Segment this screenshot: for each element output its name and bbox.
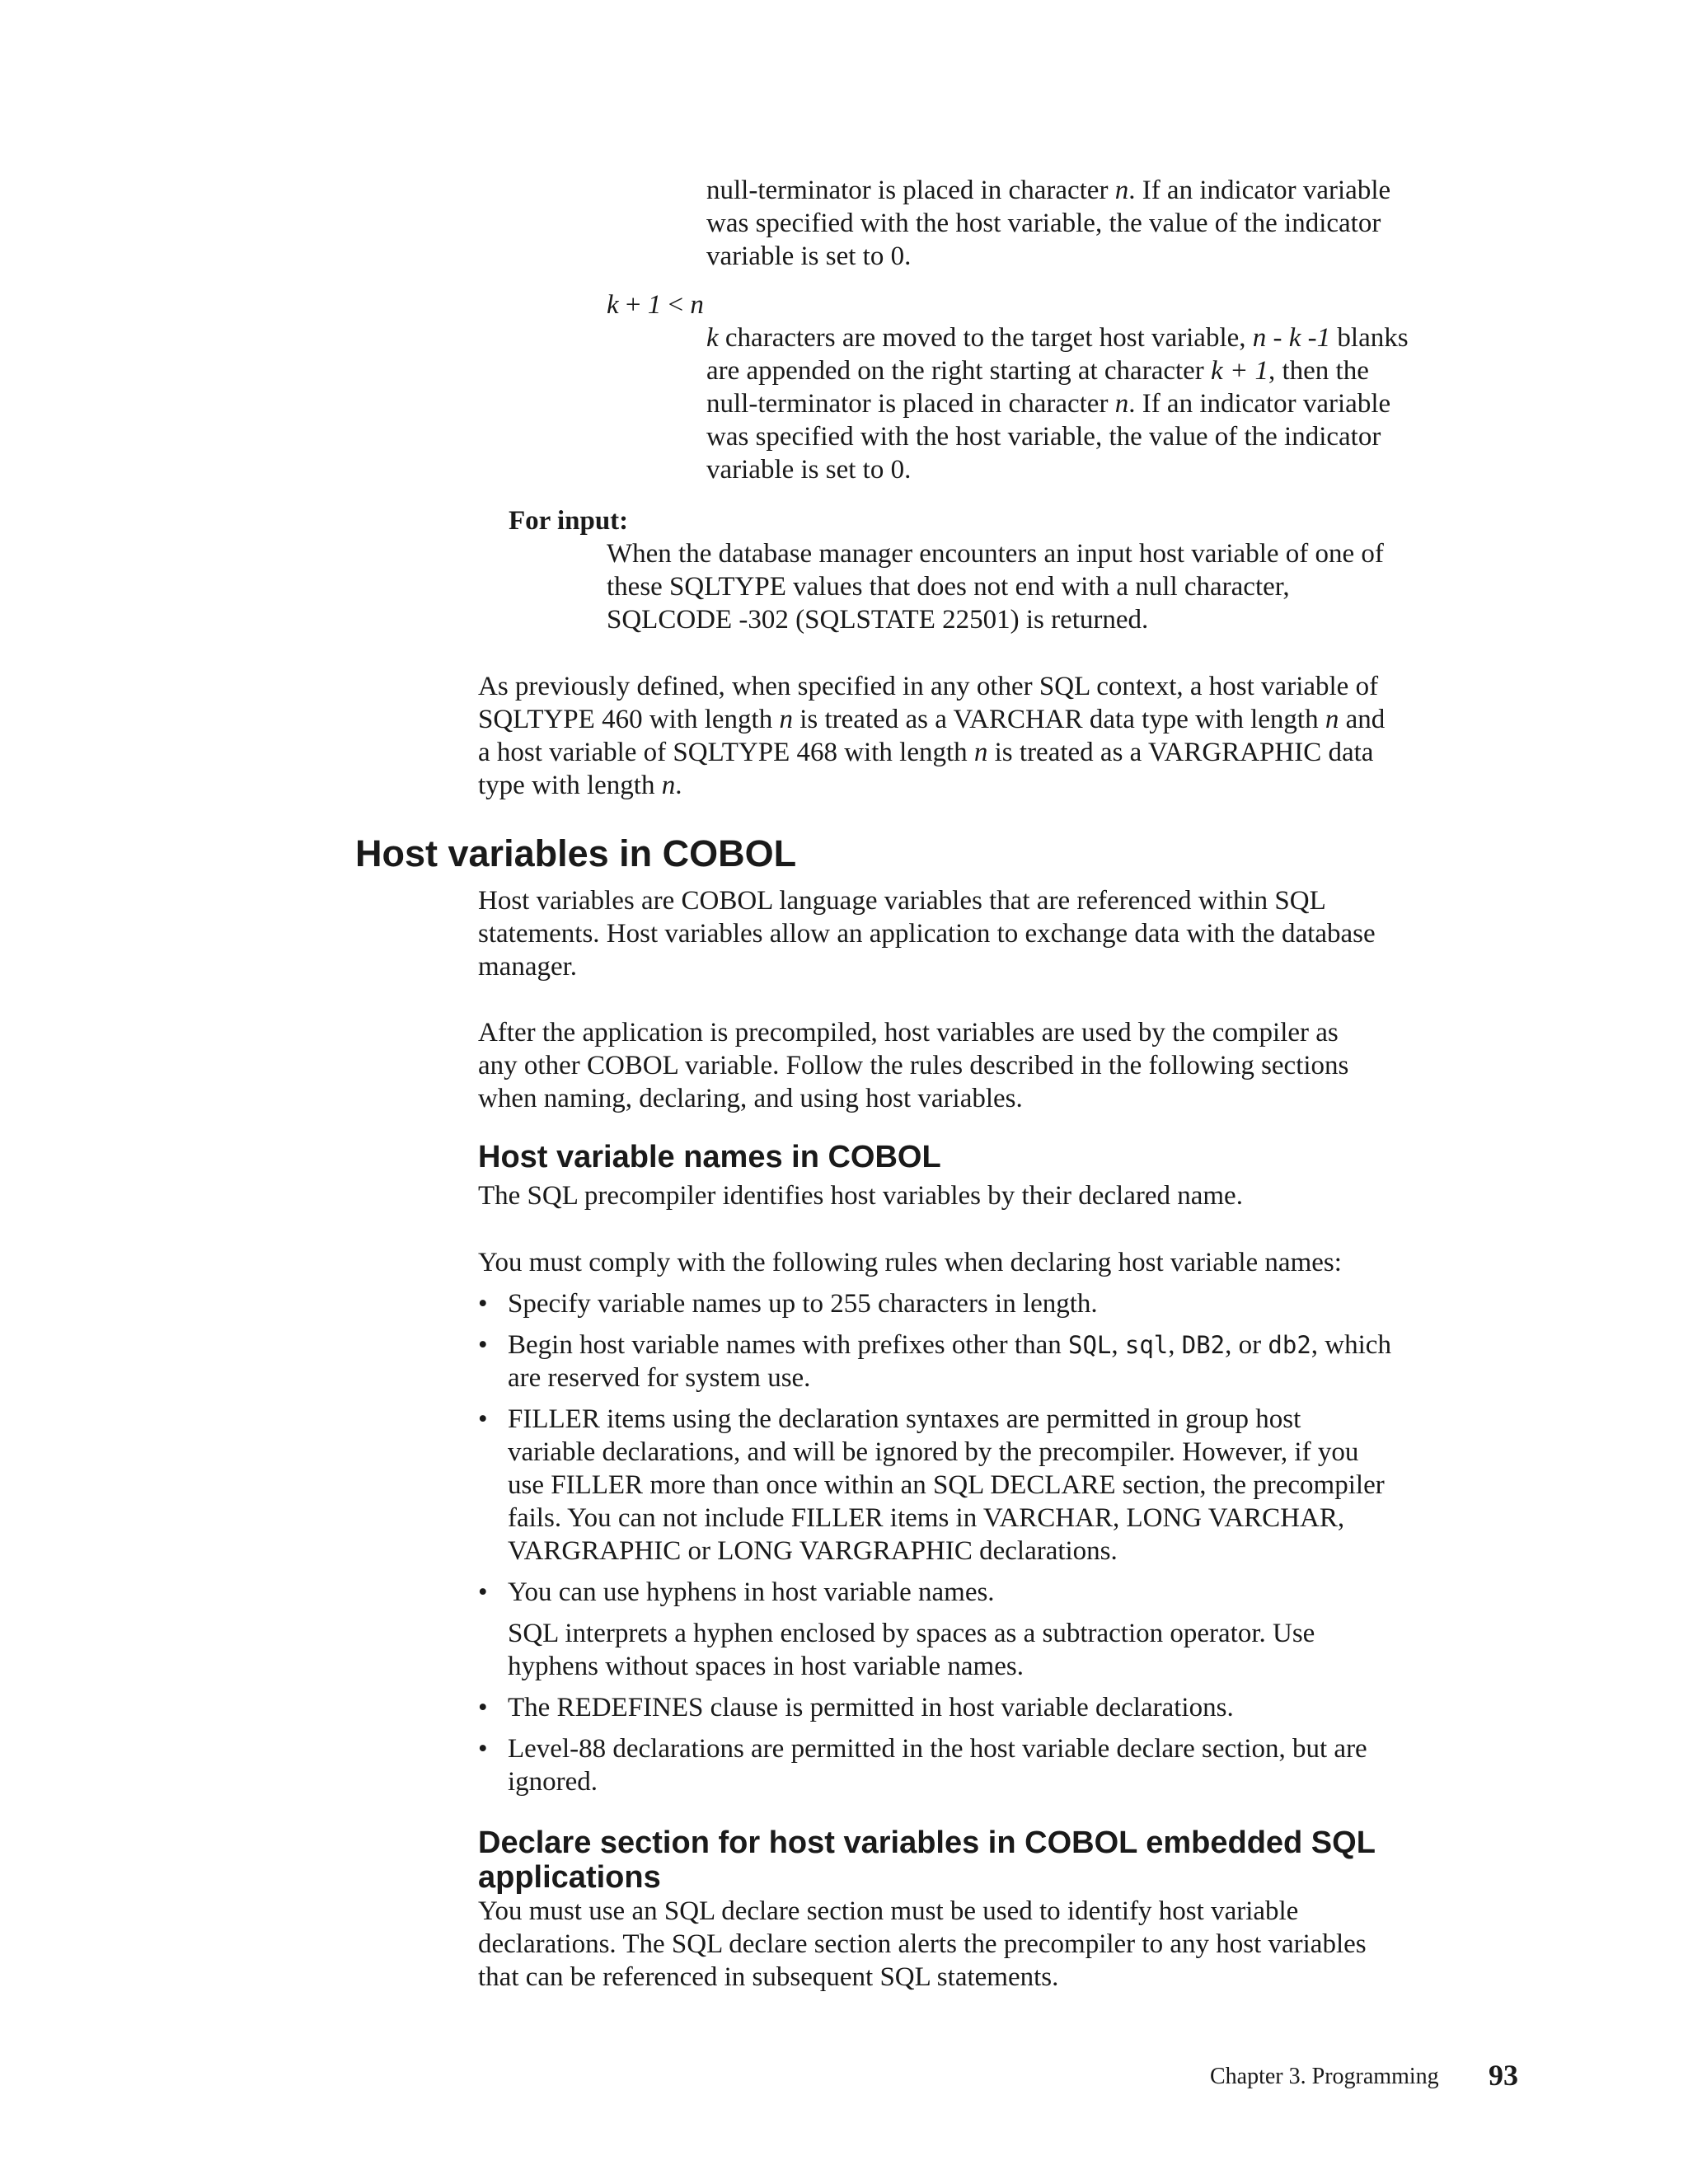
- var-n: n: [1114, 176, 1129, 205]
- list-item: • The REDEFINES clause is permitted in host variable declarations.: [478, 1691, 1391, 1724]
- code-sql-lower: sql: [1124, 1331, 1169, 1359]
- list-item: • Begin host variable names with prefixes other than SQL, sql, DB2, or db2, which are reserved for system use.: [478, 1329, 1391, 1394]
- code-sql: SQL: [1067, 1331, 1112, 1359]
- subsection-heading-names: Host variable names in COBOL: [478, 1140, 941, 1174]
- text-line: SQLCODE -302 (SQLSTATE 22501) is returned.: [607, 605, 1149, 635]
- text-line: these SQLTYPE values that does not end with a null character,: [607, 572, 1290, 602]
- names-paragraph-2: You must comply with the following rules when declaring host variable names:: [478, 1248, 1342, 1277]
- text-line: statements. Host variables allow an application to exchange data with the database: [478, 919, 1376, 949]
- text-line: Host variables are COBOL language variables that are referenced within SQL: [478, 886, 1326, 916]
- list-item: • Level-88 declarations are permitted in the host variable declare section, but are ignored.: [478, 1732, 1391, 1798]
- text-line: type with length n.: [478, 771, 682, 800]
- paragraph-previously-defined: [478, 670, 1385, 802]
- section-second-paragraph: [478, 1016, 1348, 1115]
- text-line: You must use an SQL declare section must be used to identify host variable: [478, 1896, 1299, 1926]
- text-line: that can be referenced in subsequent SQL statements.: [478, 1962, 1059, 1992]
- declare-paragraph: [478, 1895, 1367, 1994]
- text-line: declarations. The SQL declare section alerts the precompiler to any host variables: [478, 1929, 1367, 1959]
- footer-chapter: Chapter 3. Programming: [1210, 2064, 1439, 2089]
- list-item: • FILLER items using the declaration syntaxes are permitted in group host variable declarations, and will be ignored by the precompiler. However, if you use FILLER more than once within an SQL DECLARE section, the precompiler fails. You can not include FILLER items in VARCHAR, LONG VARCHAR, VARGRAPHIC or LONG VARGRAPHIC declarations.: [478, 1403, 1391, 1568]
- case-term: k + 1 < n: [607, 290, 704, 320]
- text-line: After the application is precompiled, host variables are used by the compiler as: [478, 1018, 1339, 1047]
- list-item: • Specify variable names up to 255 characters in length.: [478, 1287, 1391, 1320]
- list-sub-paragraph: SQL interprets a hyphen enclosed by spaces as a subtraction operator. Use hyphens without spaces in host variable names.: [508, 1619, 1315, 1681]
- text-line: null-terminator is placed in character n. If an indicator variable: [706, 389, 1391, 419]
- code-db2: DB2: [1181, 1331, 1226, 1359]
- case-description: [706, 321, 1409, 486]
- text-line: k characters are moved to the target host variable, n - k -1 blanks: [706, 323, 1409, 353]
- text-line: null-terminator is placed in character n. If an indicator variable: [706, 176, 1391, 205]
- text-line: was specified with the host variable, the value of the indicator: [706, 422, 1381, 452]
- text-line: a host variable of SQLTYPE 468 with length n is treated as a VARGRAPHIC data: [478, 738, 1374, 767]
- list-item: • You can use hyphens in host variable names.: [478, 1576, 1391, 1609]
- page-number: 93: [1489, 2059, 1518, 2092]
- section-intro-paragraph: [478, 884, 1376, 983]
- continuation-paragraph: [706, 174, 1390, 273]
- text-line: variable is set to 0.: [706, 455, 912, 485]
- section-heading: Host variables in COBOL: [355, 832, 797, 874]
- rules-list: [478, 1287, 1391, 1798]
- for-input-description: [607, 537, 1384, 636]
- names-paragraph-1: The SQL precompiler identifies host variables by their declared name.: [478, 1181, 1243, 1211]
- text-line: any other COBOL variable. Follow the rules described in the following sections: [478, 1051, 1349, 1080]
- subsection-heading-declare: Declare section for host variables in COBOL embedded SQL applications: [478, 1825, 1376, 1895]
- text-line: SQLTYPE 460 with length n is treated as a VARCHAR data type with length n and: [478, 705, 1386, 734]
- text-line: As previously defined, when specified in any other SQL context, a host variable of: [478, 672, 1379, 701]
- for-input-label: For input:: [509, 506, 629, 536]
- text-line: variable is set to 0.: [706, 241, 912, 271]
- text-line: are appended on the right starting at character k + 1, then the: [706, 356, 1369, 386]
- text-line: manager.: [478, 952, 578, 982]
- text-line: when naming, declaring, and using host variables.: [478, 1084, 1023, 1113]
- code-db2-lower: db2: [1268, 1331, 1311, 1359]
- text-line: was specified with the host variable, the value of the indicator: [706, 209, 1381, 238]
- text-line: When the database manager encounters an input host variable of one of: [607, 539, 1384, 569]
